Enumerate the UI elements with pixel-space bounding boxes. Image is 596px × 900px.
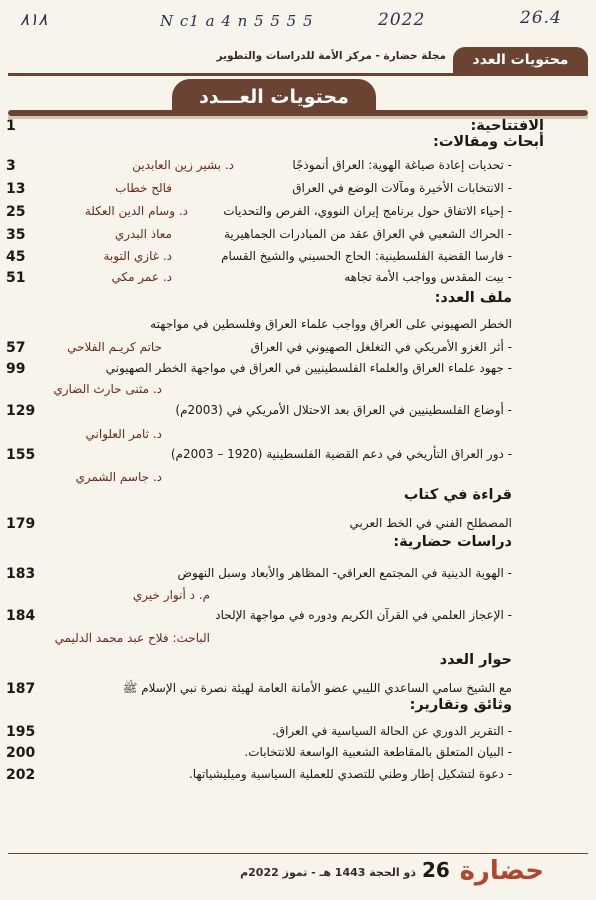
- toc-item-author: الباحث: فلاح عبد محمد الدليمي: [54, 631, 210, 645]
- toc-item-title: - التقرير الدوري عن الحالة السياسية في العراق.: [271, 724, 512, 738]
- page-number: 129: [6, 403, 36, 419]
- toc-item-title: - بيت المقدس وواجب الأمة تجاهه: [344, 270, 512, 284]
- toc-item-author: د. عمر مكي: [111, 270, 172, 284]
- header-rule: [8, 73, 588, 76]
- toc-item-title: - جهود علماء العراق والعلماء الفلسطينيين في العراق في مواجهة الخطر الصهيوني: [105, 361, 512, 375]
- page-number: 51: [6, 270, 26, 286]
- footer-rule: [8, 853, 588, 854]
- page-number: 195: [6, 724, 36, 740]
- toc-item-title: - الانتخابات الأخيرة ومآلات الوضع في العراق: [292, 181, 512, 195]
- toc-item-title: - البيان المتعلق بالمقاطعة الشعبية الواسعة للانتخابات.: [244, 745, 512, 759]
- page-number: 200: [6, 745, 36, 761]
- footer-date: ذو الحجة 1443 هـ - تموز 2022م: [240, 866, 416, 879]
- section-documents: وثائق وتقارير:: [409, 697, 512, 713]
- page-number: 25: [6, 204, 26, 220]
- toc-item-title: مع الشيخ سامي الساعدي الليبي عضو الأمانة العامة لهيئة نصرة نبي الإسلام ﷺ: [122, 681, 512, 695]
- dossier-intro: الخطر الصهيوني على العراق وواجب علماء العراق وفلسطين في مواجهته: [150, 317, 512, 331]
- page-number: 187: [6, 681, 36, 697]
- toc-item-author: معاذ البدري: [114, 227, 172, 241]
- toc-item-author: فالح خطاب: [115, 181, 172, 195]
- page-number: 57: [6, 340, 26, 356]
- handwritten-ref: ۸۱۸: [20, 10, 48, 30]
- toc-item-title: - إحياء الاتفاق حول برنامج إيران النووي، الفرص والتحديات: [223, 204, 512, 218]
- page-number: 1: [6, 118, 16, 134]
- handwritten-year: 2022: [378, 10, 426, 30]
- page-number: 35: [6, 227, 26, 243]
- toc-item-title: - الهوية الدينية في المجتمع العراقي- المظاهر والأبعاد وسبل النهوض: [177, 566, 512, 580]
- handwritten-date: 26.4: [520, 8, 562, 28]
- page-number: 155: [6, 447, 36, 463]
- toc-item-title: - الحراك الشعبي في العراق عقد من المبادرات الجماهيرية: [223, 227, 512, 241]
- toc-item-title: - الإعجاز العلمي في القرآن الكريم ودوره في مواجهة الإلحاد: [215, 608, 512, 622]
- toc-item-author: د. وسام الدين العكلة: [84, 204, 188, 218]
- toc-item-author: م. د أنوار خيري: [132, 588, 210, 602]
- toc-item-title: - أوضاع الفلسطينيين في العراق بعد الاحتلال الأمريكي في (2003م): [175, 403, 512, 417]
- handwritten-code: N c1 a 4 n 5 5 5 5: [160, 12, 314, 30]
- page-number: 183: [6, 566, 36, 582]
- section-interview: حوار العدد: [439, 652, 512, 668]
- footer-page-number: 26: [422, 858, 450, 882]
- toc-item-author: د. بشير زين العابدين: [132, 158, 234, 172]
- page-number: 179: [6, 516, 36, 532]
- magazine-logo: حضارة: [459, 856, 544, 886]
- toc-item-title: - أثر الغزو الأمريكي في التغلغل الصهيوني في العراق: [250, 340, 512, 354]
- page-number: 3: [6, 158, 16, 174]
- section-opening: الافتتاحية:: [470, 118, 544, 134]
- page-number: 184: [6, 608, 36, 624]
- section-reading: قراءة في كتاب: [403, 487, 512, 503]
- toc-item-author: د. ثامر العلواني: [85, 427, 162, 441]
- toc-item-title: - تحديات إعادة صياغة الهوية: العراق أنموذجًا: [292, 158, 512, 172]
- toc-item-author: د. غازي التوبة: [103, 249, 172, 263]
- page-number: 202: [6, 767, 36, 783]
- section-dossier: ملف العدد:: [434, 290, 512, 306]
- toc-item-author: د. مثنى حارث الضاري: [53, 382, 162, 396]
- toc-item-title: المصطلح الفني في الخط العربي: [349, 516, 512, 530]
- magazine-line: مجلة حضارة - مركز الأمة للدراسات والتطوير: [216, 50, 446, 62]
- page-number: 13: [6, 181, 26, 197]
- section-research: أبحاث ومقالات:: [433, 134, 544, 150]
- toc-item-author: حاتم كريـم الفلاحي: [67, 340, 162, 354]
- toc-item-title: - فارسا القضية الفلسطينية: الحاج الحسيني والشيخ القسام: [221, 249, 512, 263]
- toc-item-author: د. جاسم الشمري: [75, 470, 162, 484]
- page-number: 99: [6, 361, 26, 377]
- toc-item-title: - دور العراق التأريخي في دعم القضية الفلسطينية (1920 – 2003م): [170, 447, 512, 461]
- section-studies: دراسات حضارية:: [393, 534, 512, 550]
- page-number: 45: [6, 249, 26, 265]
- section-tab: محتويات العدد: [453, 47, 588, 73]
- page-title: محتويات العـــدد: [172, 79, 376, 113]
- toc-item-title: - دعوة لتشكيل إطار وطني للتصدي للعملية السياسية وميليشياتها.: [188, 767, 512, 781]
